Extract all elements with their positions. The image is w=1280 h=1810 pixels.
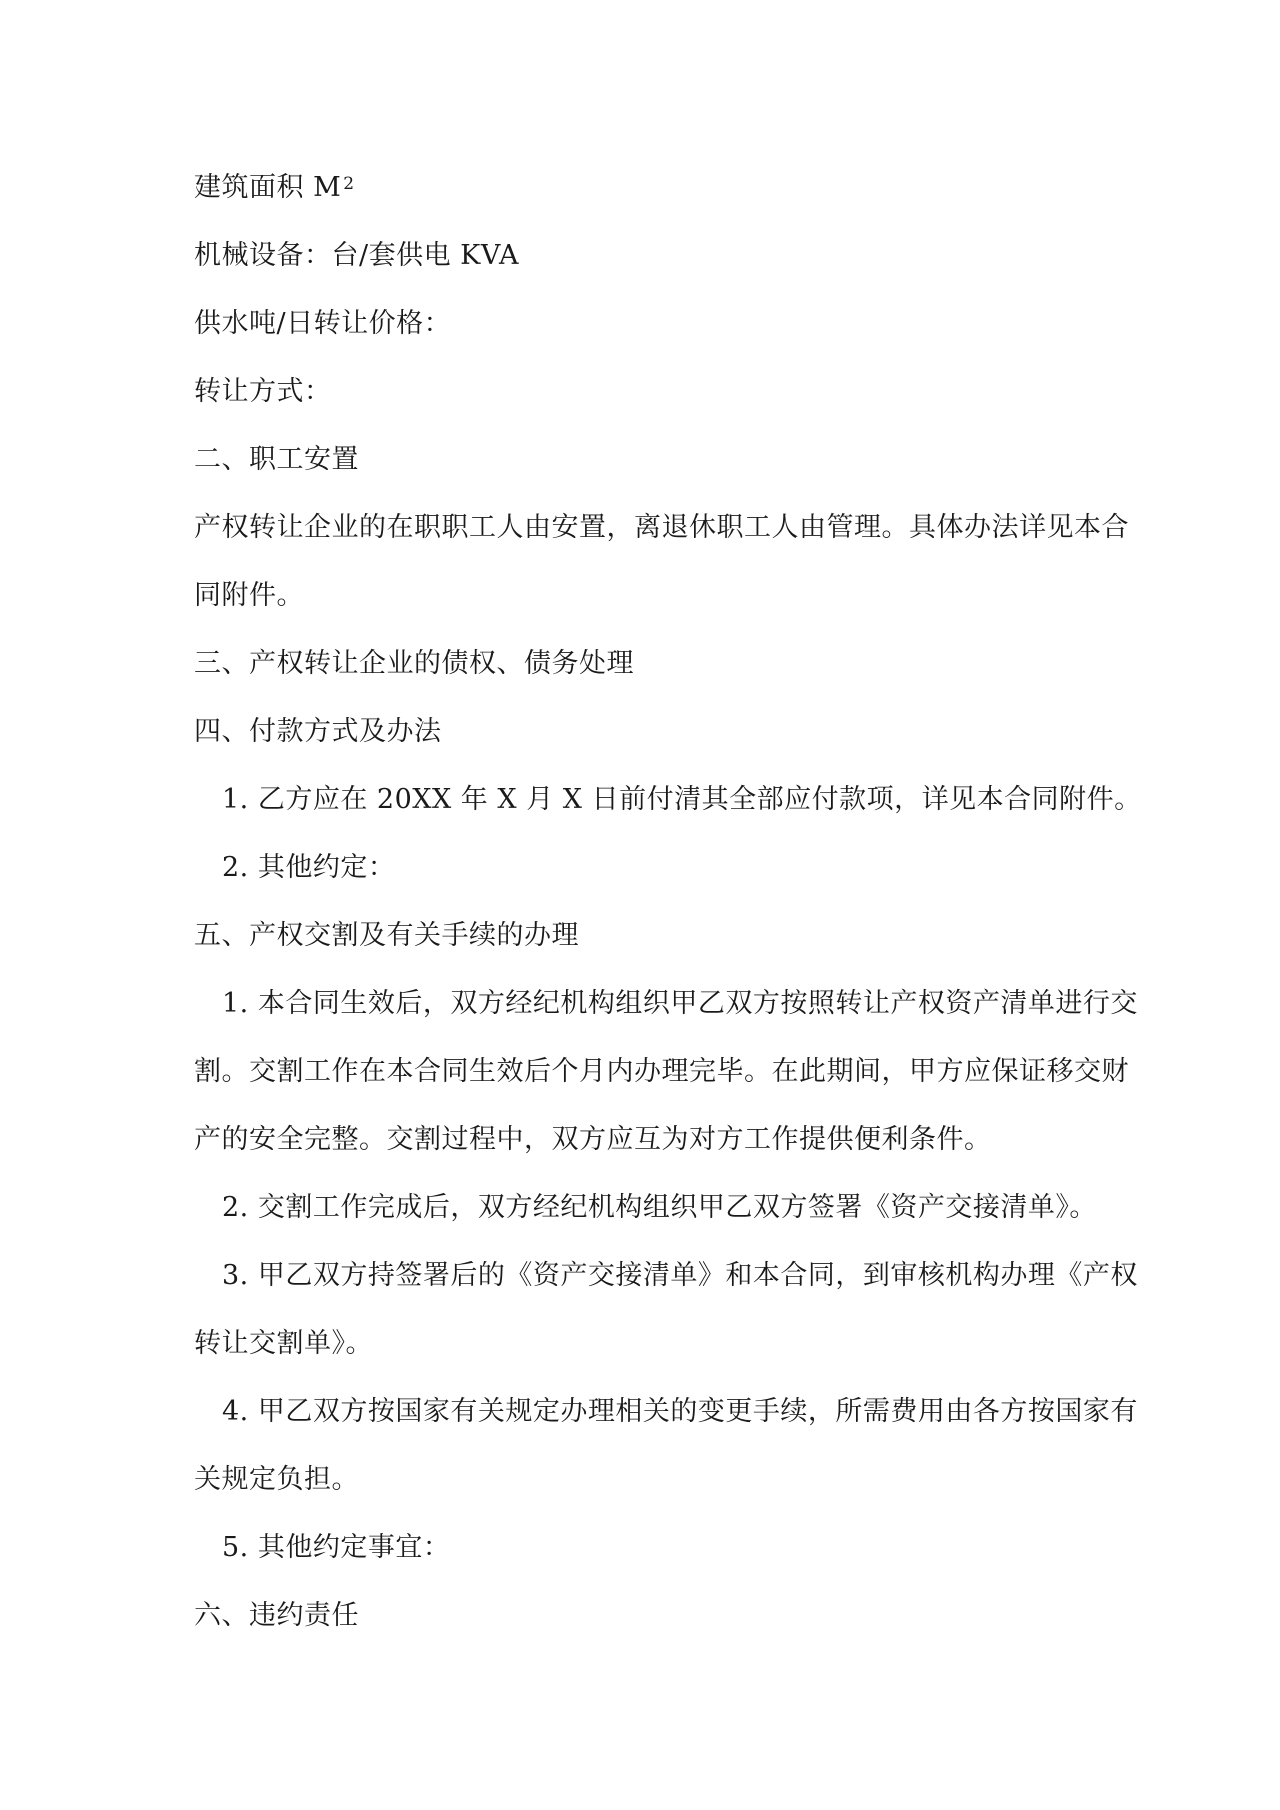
text-line-transfer-method: 转让方式： (194, 376, 332, 407)
paragraph-staff-line-1: 产权转让企业的在职职工人由安置，离退休职工人由管理。具体办法详见本合 (194, 512, 1129, 543)
text-line-floor-area (194, 170, 355, 206)
text-line-floor-area-label: 建筑面积 M (194, 172, 342, 203)
list-item-4-1: 1. 乙方应在 20XX 年 X 月 X 日前付清其全部应付款项，详见本合同附件。 (222, 784, 1142, 815)
section-heading-6: 六、违约责任 (194, 1600, 359, 1631)
text-line-water-price: 供水吨/日转让价格： (194, 308, 452, 339)
list-item-5-4-line-1: 4. 甲乙双方按国家有关规定办理相关的变更手续，所需费用由各方按国家有 (222, 1396, 1138, 1427)
list-item-5-2: 2. 交割工作完成后，双方经纪机构组织甲乙双方签署《资产交接清单》。 (222, 1192, 1097, 1223)
section-heading-3: 三、产权转让企业的债权、债务处理 (194, 648, 634, 679)
section-heading-5: 五、产权交割及有关手续的办理 (194, 920, 579, 951)
list-item-5-4-line-2: 关规定负担。 (194, 1464, 359, 1495)
paragraph-staff-line-2: 同附件。 (194, 580, 304, 611)
list-item-5-5: 5. 其他约定事宜： (222, 1532, 451, 1563)
list-item-5-1-line-1: 1. 本合同生效后，双方经纪机构组织甲乙双方按照转让产权资产清单进行交 (222, 988, 1138, 1019)
section-heading-2: 二、职工安置 (194, 444, 359, 475)
section-heading-4: 四、付款方式及办法 (194, 716, 442, 747)
list-item-5-3-line-2: 转让交割单》。 (194, 1328, 373, 1359)
list-item-4-2: 2. 其他约定： (222, 852, 396, 883)
list-item-5-3-line-1: 3. 甲乙双方持签署后的《资产交接清单》和本合同，到审核机构办理《产权 (222, 1260, 1138, 1291)
list-item-5-1-line-2: 割。交割工作在本合同生效后个月内办理完毕。在此期间，甲方应保证移交财 (194, 1056, 1129, 1087)
superscript-two: 2 (343, 174, 355, 194)
text-line-equipment: 机械设备：台/套供电 KVA (194, 240, 520, 271)
list-item-5-1-line-3: 产的安全完整。交割过程中，双方应互为对方工作提供便利条件。 (194, 1124, 992, 1155)
